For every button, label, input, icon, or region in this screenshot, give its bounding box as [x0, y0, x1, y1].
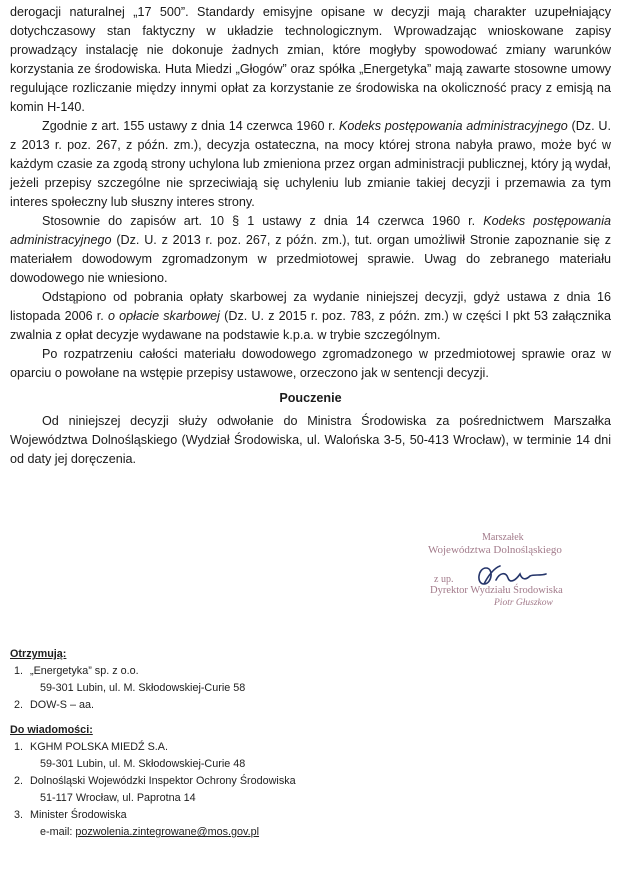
stamp-line-title: Marszałek — [482, 532, 524, 543]
list-item: 1. „Energetyka” sp. z o.o. 59-301 Lubin, ul. M. Skłodowskiej-Curie 58 — [26, 663, 410, 697]
list-item: 2. Dolnośląski Wojewódzki Inspektor Ochrony Środowiska 51-117 Wrocław, ul. Paprotna 14 — [26, 773, 410, 807]
email-line: e-mail: pozwolenia.zintegrowane@mos.gov.pl — [40, 826, 260, 838]
stamp-line-office: Województwa Dolnośląskiego — [428, 544, 562, 556]
paragraph-appeal: Od niniejszej decyzji służy odwołanie do Ministra Środowiska za pośrednictwem Marszałka Województwa Dolnośląskiego (Wydział Środowiska, ul. Walońska 3-5, 50-413 Wrocław), w terminie 14 dni od daty jej doręczenia. — [10, 414, 611, 466]
paragraph-art155: Zgodnie z art. 155 ustawy z dnia 14 czerwca 1960 r. Kodeks postępowania administracyjnego (Dz. U. z 2013 r. poz. 267, z późn. zm.), decyzja ostateczna, na mocy której strona nabyła prawo, może być w każdym czasie za zgodą strony uchylona lub zmieniona przez organ administracji publicznej, który ją wydał, jeżeli przepisy szczególne nie sprzeciwiają się uchyleniu lub zmianie takiej decyzji i przemawia za tym interes społeczny lub słuszny interes strony. — [10, 119, 611, 209]
distribution-lists — [10, 646, 410, 841]
list-item: 3. Minister Środowiska e-mail: pozwolenia.zintegrowane@mos.gov.pl — [26, 807, 410, 841]
section-heading-pouczenie: Pouczenie — [279, 391, 342, 405]
recipients-list — [10, 663, 410, 714]
official-stamp — [410, 532, 606, 622]
stamp-line-name: Piotr Głuszkow — [494, 598, 553, 608]
paragraph-stamp-duty: Odstąpiono od pobrania opłaty skarbowej za wydanie niniejszej decyzji, gdyż ustawa z dnia 16 listopada 2006 r. o opłacie skarbowej (Dz. U. z 2015 r. poz. 783, z późn. zm.) w części I pkt 53 załącznika zwalnia z opłat decyzje wydawane na podstawie k.p.a. w trybie szczególnym. — [10, 290, 611, 342]
decision-body — [10, 3, 611, 469]
for-info-heading: Do wiadomości: — [10, 724, 93, 736]
recipients-heading: Otrzymują: — [10, 648, 67, 660]
list-item: 1. KGHM POLSKA MIEDŹ S.A. 59-301 Lubin, ul. M. Skłodowskiej-Curie 48 — [26, 739, 410, 773]
paragraph-conclusion: Po rozpatrzeniu całości materiału dowodowego zgromadzonego w przedmiotowej sprawie oraz w oparciu o powołane na wstępie przepisy ustawowe, orzeczono jak w sentencji decyzji. — [10, 347, 611, 380]
stamp-zup: z up. — [434, 574, 454, 585]
paragraph-art10: Stosownie do zapisów art. 10 § 1 ustawy z dnia 14 czerwca 1960 r. Kodeks postępowania administracyjnego (Dz. U. z 2013 r. poz. 267, z późn. zm.), tut. organ umożliwił Stronie zapoznanie się z materiałem dowodowym zgromadzonym w przedmiotowej sprawie. Uwag do zebranego materiału dowodowego nie wniesiono. — [10, 214, 611, 285]
list-item: 2. DOW-S – aa. — [26, 697, 410, 714]
stamp-line-director: Dyrektor Wydziału Środowiska — [430, 585, 563, 596]
for-info-list — [10, 739, 410, 841]
paragraph-derogation: derogacji naturalnej „17 500”. Standardy emisyjne opisane w decyzji mają charakter uzupełniający dotychczasowy stan faktyczny w układzie technologicznym. Wprowadzając wnioskowane zapisy prowadzący instalację nie dokonuje żadnych zmian, które mogłyby spowodować zmiany warunków korzystania ze środowiska. Huta Miedzi „Głogów” oraz spółka „Energetyka” mają zawarte stosowne umowy regulujące rozliczanie między innymi opłat za korzystanie ze środowiska na okoliczność pracy z emisją na komin H-140. — [10, 5, 611, 114]
email-link[interactable]: pozwolenia.zintegrowane@mos.gov.pl — [75, 826, 260, 838]
